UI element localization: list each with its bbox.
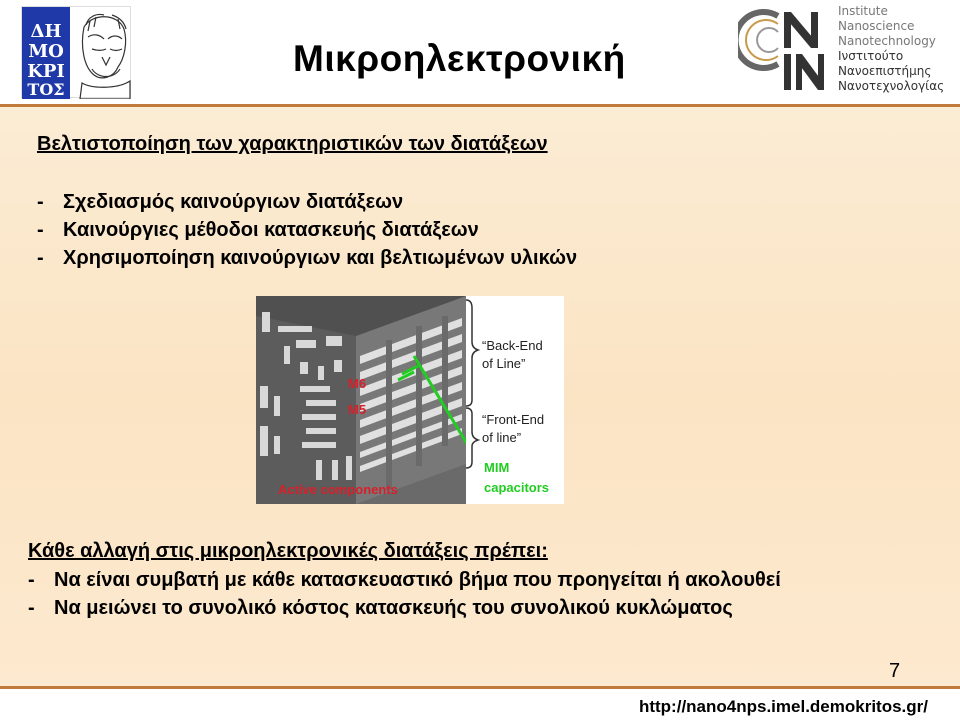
bullet-dash: - — [37, 247, 44, 269]
inn-line-gr-3: Νανοτεχνολογίας — [838, 79, 945, 93]
chip-cross-section-svg — [256, 296, 564, 504]
feol-label-1: “Front-End — [482, 412, 545, 427]
conclusion-text: Να είναι συμβατή με κάθε κατασκευαστικό βήμα που προηγείται ή ακολουθεί — [54, 569, 781, 591]
bullet-dash: - — [28, 569, 35, 591]
inn-line-en-3: Nanotechnology — [838, 34, 936, 48]
demokritos-logo-row4: ΤΟΣ — [27, 80, 65, 99]
m6-label: M6 — [348, 376, 367, 391]
inn-line-gr-2: Νανοεπιστήμης — [838, 64, 932, 78]
bullet-item — [37, 244, 577, 272]
section-heading: Βελτιστοποίηση των χαρακτηριστικών των διατάξεων — [37, 133, 548, 155]
inn-line-gr-1: Ινστιτούτο — [838, 49, 904, 63]
conclusion-list — [28, 566, 781, 622]
bullet-text: Χρησιμοποίηση καινούργιων και βελτιωμένων υλικών — [63, 247, 578, 269]
inn-logo-text — [838, 4, 944, 94]
demokritos-logo — [21, 6, 131, 98]
page-title: Μικροηλεκτρονική — [293, 38, 626, 79]
demokritos-bust-sketch — [80, 14, 130, 99]
conclusion-item — [28, 594, 781, 622]
bullet-dash: - — [37, 219, 44, 241]
feol-label-2: of line” — [482, 430, 522, 445]
bullet-text: Καινούργιες μέθοδοι κατασκευής διατάξεων — [63, 219, 479, 241]
page-number: 7 — [889, 660, 901, 682]
bullet-text: Σχεδιασμός καινούργιων διατάξεων — [63, 191, 404, 213]
inn-logo-letters — [784, 12, 824, 90]
chip-cross-section-figure — [256, 296, 564, 504]
demokritos-logo-row1: ΔΗ — [30, 21, 62, 42]
conclusion-text: Να μειώνει το συνολικό κόστος κατασκευής του συνολικού κυκλώματος — [54, 597, 733, 619]
m5-label: M5 — [348, 402, 367, 417]
active-components-label: Active components — [278, 482, 398, 497]
inn-logo-mark — [738, 12, 778, 68]
conclusion-heading: Κάθε αλλαγή στις μικροηλεκτρονικές διατάξεις πρέπει: — [28, 540, 548, 562]
demokritos-logo-row3: ΚΡΙ — [27, 61, 65, 82]
mim-label-1: MIM — [484, 460, 510, 475]
feature-bullet-list — [37, 188, 577, 272]
bullet-dash: - — [28, 597, 35, 619]
beol-label-1: “Back-End — [482, 338, 543, 353]
bullet-dash: - — [37, 191, 44, 213]
demokritos-logo-row2: ΜΟ — [28, 41, 64, 62]
demokritos-logo-art — [22, 7, 132, 99]
beol-label-2: of Line” — [482, 356, 526, 371]
mim-label-2: capacitors — [484, 480, 550, 495]
figure-label-panel — [466, 296, 564, 504]
footer-url[interactable]: http://nano4nps.imel.demokritos.gr/ — [638, 697, 928, 716]
bullet-item — [37, 216, 577, 244]
inn-line-en-1: Institute — [838, 4, 888, 18]
inn-line-en-2: Nanoscience — [838, 19, 915, 33]
bullet-item — [37, 188, 577, 216]
conclusion-item — [28, 566, 781, 594]
